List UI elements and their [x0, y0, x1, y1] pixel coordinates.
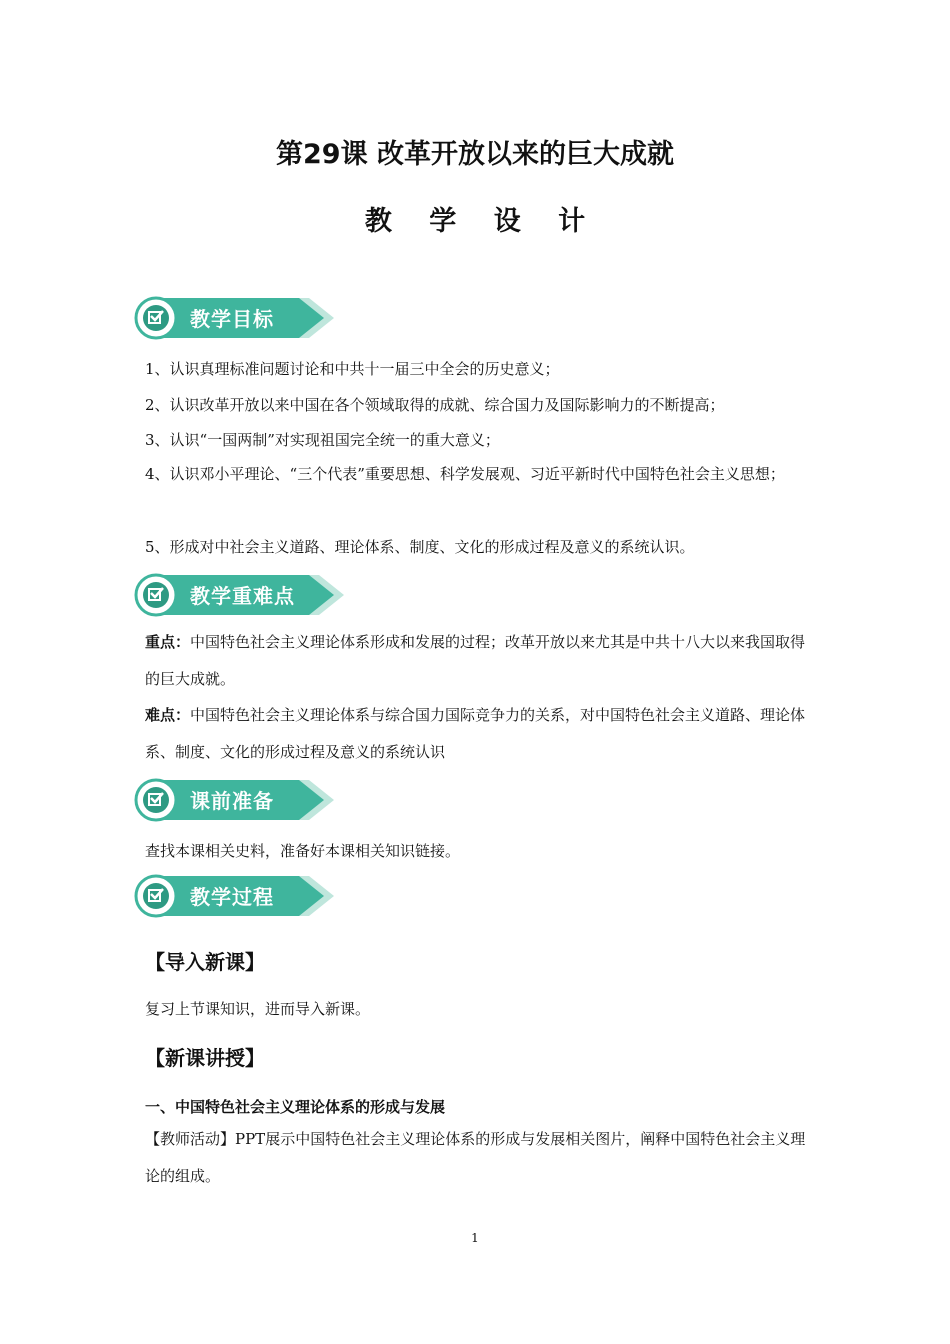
objective-item-4: 4、认识邓小平理论、“三个代表”重要思想、科学发展观、习近平新时代中国特色社会主义思想；	[145, 465, 785, 483]
section-label-key-points: 教学重难点	[190, 584, 295, 608]
section-banner-preparation	[134, 776, 344, 824]
section-banner-objectives	[134, 294, 344, 342]
key-point-text: 中国特色社会主义理论体系形成和发展的过程；改革开放以来尤其是中共十八大以来我国取得的巨大成就。	[145, 633, 806, 688]
teacher-activity-text: 【教师活动】PPT展示中国特色社会主义理论体系的形成与发展相关图片，阐释中国特色社会主义理论的组成。	[145, 1130, 806, 1185]
intro-text: 复习上节课知识，进而导入新课。	[145, 1000, 371, 1018]
lesson-title: 第29课 改革开放以来的巨大成就	[276, 139, 674, 170]
objective-item-5: 5、形成对中社会主义道路、理论体系、制度、文化的形成过程及意义的系统认识。	[145, 538, 695, 556]
objective-item-3: 3、认识“一国两制”对实现祖国完全统一的重大意义；	[145, 431, 500, 449]
preparation-text: 查找本课相关史料，准备好本课相关知识链接。	[145, 842, 461, 860]
page-number: 1	[471, 1231, 479, 1245]
key-point-paragraph	[145, 624, 815, 698]
difficult-point-text: 中国特色社会主义理论体系与综合国力国际竞争力的关系，对中国特色社会主义道路、理论体系、制度、文化的形成过程及意义的系统认识	[145, 706, 806, 761]
section-banner-process	[134, 872, 344, 920]
key-point-label: 重点：	[145, 633, 191, 651]
lesson-subtitle: 教 学 设 计	[364, 206, 600, 237]
section-label-process: 教学过程	[190, 885, 274, 909]
section-label-objectives: 教学目标	[190, 307, 274, 331]
objective-item-1: 1、认识真理标准问题讨论和中共十一届三中全会的历史意义；	[145, 360, 560, 378]
difficult-point-label: 难点：	[145, 706, 191, 724]
objective-item-2: 2、认识改革开放以来中国在各个领域取得的成就、综合国力及国际影响力的不断提高；	[145, 396, 725, 414]
section-label-preparation: 课前准备	[190, 789, 274, 813]
intro-heading: 【导入新课】	[145, 950, 265, 974]
difficult-point-paragraph	[145, 697, 815, 771]
section-banner-key-points	[134, 571, 344, 619]
sub-heading: 一、中国特色社会主义理论体系的形成与发展	[145, 1098, 446, 1116]
new-lesson-heading: 【新课讲授】	[145, 1046, 265, 1070]
